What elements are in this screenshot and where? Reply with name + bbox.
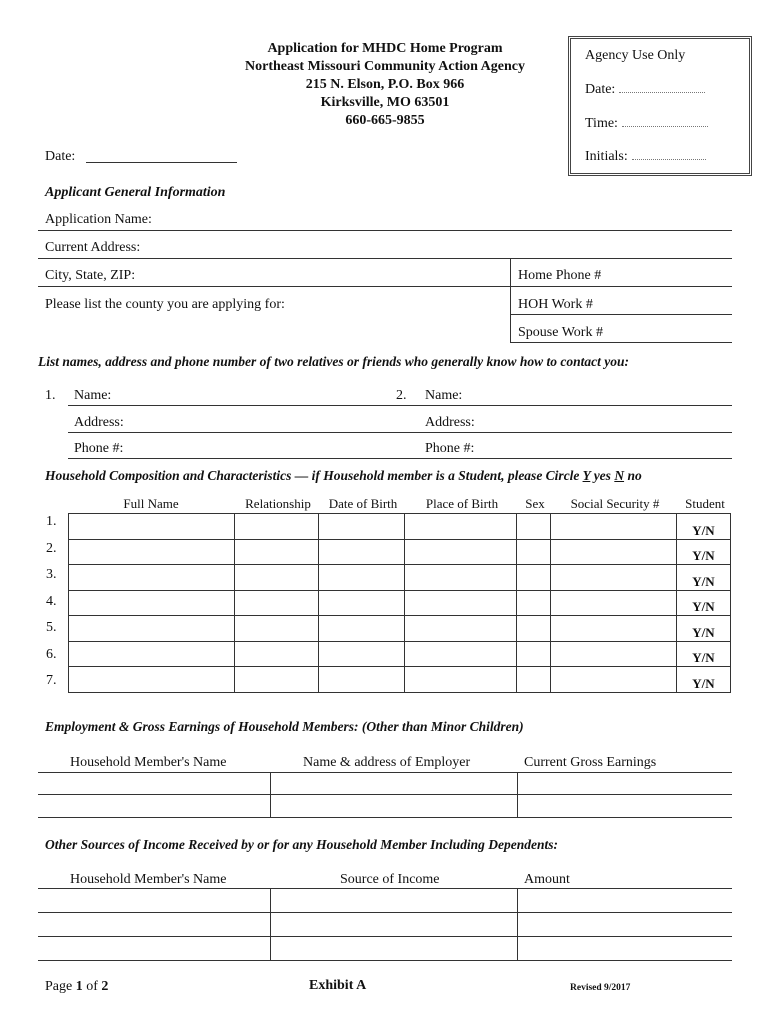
relationship-cell[interactable] (235, 590, 319, 616)
contacts-heading: List names, address and phone number of two relatives or friends who generally know how to contact you: (38, 354, 630, 369)
city-state-zip-label: City, State, ZIP: (45, 268, 136, 283)
other-income-col-name: Household Member's Name (70, 872, 227, 887)
hoh-work-field[interactable] (510, 314, 732, 315)
place-of-birth-cell[interactable] (405, 565, 517, 591)
sex-cell[interactable] (517, 514, 551, 540)
date-of-birth-cell[interactable] (319, 641, 405, 667)
other-income-row-line[interactable] (38, 912, 732, 913)
page-indicator (45, 979, 108, 995)
household-table (68, 513, 731, 693)
row-number: 6. (46, 647, 57, 662)
employment-col-employer: Name & address of Employer (303, 755, 471, 770)
full-name-cell[interactable] (69, 616, 235, 642)
place-of-birth-cell[interactable] (405, 539, 517, 565)
place-of-birth-cell[interactable] (405, 641, 517, 667)
exhibit-label: Exhibit A (309, 978, 367, 993)
household-row (69, 641, 731, 667)
household-row (69, 539, 731, 565)
place-of-birth-cell[interactable] (405, 616, 517, 642)
form-header (150, 40, 620, 130)
relationship-cell[interactable] (235, 667, 319, 693)
spouse-work-field[interactable] (510, 342, 732, 343)
contact-phone-line[interactable] (68, 458, 732, 459)
col-relationship: Relationship (245, 496, 311, 511)
agency-use-box (568, 36, 752, 176)
hoh-work-label: HOH Work # (518, 297, 593, 312)
household-heading-y: Y (582, 468, 591, 483)
employment-row-line[interactable] (38, 794, 732, 795)
row-number: 4. (46, 594, 57, 609)
date-of-birth-cell[interactable] (319, 514, 405, 540)
household-row (69, 667, 731, 693)
relationship-cell[interactable] (235, 565, 319, 591)
page-of: of (82, 979, 102, 994)
agency-title: Agency Use Only (585, 48, 686, 63)
student-cell[interactable]: Y/N (677, 565, 731, 591)
contact1-phone-label: Phone #: (74, 441, 124, 456)
agency-date-row (585, 82, 705, 98)
current-address-field[interactable] (38, 258, 732, 259)
household-row (69, 565, 731, 591)
sex-cell[interactable] (517, 565, 551, 591)
full-name-cell[interactable] (69, 565, 235, 591)
application-name-label: Application Name: (45, 212, 152, 227)
page-number: 1 (75, 979, 83, 994)
relationship-cell[interactable] (235, 641, 319, 667)
revised-label: Revised 9/2017 (570, 983, 631, 993)
header-city: Kirksville, MO 63501 (320, 95, 450, 110)
household-heading-n: N (614, 468, 625, 483)
student-cell[interactable]: Y/N (677, 539, 731, 565)
contact2-phone-label: Phone #: (425, 441, 475, 456)
household-row (69, 514, 731, 540)
city-state-zip-field[interactable] (38, 286, 732, 287)
student-cell[interactable]: Y/N (677, 590, 731, 616)
col-place-of-birth: Place of Birth (425, 496, 499, 511)
agency-time-field[interactable] (622, 126, 708, 127)
row-number: 2. (46, 541, 57, 556)
other-income-row-line[interactable] (38, 960, 732, 961)
employment-col-name: Household Member's Name (70, 755, 227, 770)
full-name-cell[interactable] (69, 514, 235, 540)
social-security-cell[interactable] (551, 539, 677, 565)
sex-cell[interactable] (517, 590, 551, 616)
contact-address-line[interactable] (68, 432, 732, 433)
col-student: Student (685, 496, 725, 511)
other-income-heading: Other Sources of Income Received by or for any Household Member Including Dependents: (45, 837, 558, 852)
date-of-birth-cell[interactable] (319, 565, 405, 591)
date-label: Date: (45, 149, 76, 164)
county-label: Please list the county you are applying for: (45, 297, 285, 312)
header-title: Application for MHDC Home Program (267, 41, 503, 56)
other-income-col-amount: Amount (524, 872, 570, 887)
agency-time-label: Time: (585, 116, 618, 131)
col-date-of-birth: Date of Birth (328, 496, 398, 511)
social-security-cell[interactable] (551, 565, 677, 591)
relationship-cell[interactable] (235, 616, 319, 642)
contact2-number: 2. (396, 388, 407, 403)
row-number: 5. (46, 620, 57, 635)
other-income-divider (517, 888, 518, 960)
employment-header-line (38, 772, 732, 773)
student-cell[interactable]: Y/N (677, 641, 731, 667)
other-income-header-line (38, 888, 732, 889)
employment-heading: Employment & Gross Earnings of Household Members: (Other than Minor Children) (45, 719, 524, 734)
date-of-birth-cell[interactable] (319, 616, 405, 642)
phone-column-divider (510, 258, 511, 342)
contact1-name-label: Name: (74, 388, 112, 403)
contact2-name-label: Name: (425, 388, 463, 403)
header-street: 215 N. Elson, P.O. Box 966 (305, 77, 465, 92)
header-phone: 660-665-9855 (345, 113, 425, 128)
row-number: 7. (46, 673, 57, 688)
household-heading-no: no (624, 468, 642, 483)
household-row (69, 616, 731, 642)
full-name-cell[interactable] (69, 539, 235, 565)
agency-initials-label: Initials: (585, 149, 628, 164)
sex-cell[interactable] (517, 616, 551, 642)
social-security-cell[interactable] (551, 514, 677, 540)
place-of-birth-cell[interactable] (405, 514, 517, 540)
date-of-birth-cell[interactable] (319, 667, 405, 693)
other-income-divider (270, 888, 271, 960)
full-name-cell[interactable] (69, 590, 235, 616)
row-number: 3. (46, 567, 57, 582)
agency-time-row (585, 116, 708, 132)
household-heading-text: Household Composition and Characteristics — if Household member is a Student, please Circle (45, 468, 583, 483)
date-field[interactable] (86, 162, 237, 163)
relationship-cell[interactable] (235, 514, 319, 540)
agency-date-field[interactable] (619, 92, 705, 93)
student-cell[interactable]: Y/N (677, 667, 731, 693)
agency-initials-row (585, 149, 706, 165)
page-prefix: Page (45, 979, 76, 994)
employment-divider (270, 772, 271, 817)
spouse-work-label: Spouse Work # (518, 325, 603, 340)
full-name-cell[interactable] (69, 641, 235, 667)
place-of-birth-cell[interactable] (405, 667, 517, 693)
home-phone-label: Home Phone # (518, 268, 602, 283)
other-income-col-source: Source of Income (340, 872, 440, 887)
col-social-security: Social Security # (570, 496, 660, 511)
contact1-address-label: Address: (74, 415, 124, 430)
place-of-birth-cell[interactable] (405, 590, 517, 616)
row-number: 1. (46, 514, 57, 529)
student-cell[interactable]: Y/N (677, 514, 731, 540)
relationship-cell[interactable] (235, 539, 319, 565)
agency-initials-field[interactable] (632, 159, 706, 160)
social-security-cell[interactable] (551, 641, 677, 667)
general-heading: Applicant General Information (45, 185, 226, 200)
social-security-cell[interactable] (551, 667, 677, 693)
col-sex: Sex (525, 496, 545, 511)
contact-name-line[interactable] (68, 405, 732, 406)
contact1-number: 1. (45, 388, 56, 403)
header-agency: Northeast Missouri Community Action Agency (245, 59, 525, 74)
date-of-birth-cell[interactable] (319, 590, 405, 616)
date-of-birth-cell[interactable] (319, 539, 405, 565)
other-income-row-line[interactable] (38, 936, 732, 937)
current-address-label: Current Address: (45, 240, 141, 255)
full-name-cell[interactable] (69, 667, 235, 693)
employment-divider (517, 772, 518, 817)
sex-cell[interactable] (517, 667, 551, 693)
sex-cell[interactable] (517, 641, 551, 667)
contact2-address-label: Address: (425, 415, 475, 430)
social-security-cell[interactable] (551, 616, 677, 642)
student-cell[interactable]: Y/N (677, 616, 731, 642)
application-name-field[interactable] (38, 230, 732, 231)
household-heading-yes: yes (590, 468, 615, 483)
sex-cell[interactable] (517, 539, 551, 565)
employment-row-line[interactable] (38, 817, 732, 818)
col-full-name: Full Name (123, 496, 179, 511)
social-security-cell[interactable] (551, 590, 677, 616)
agency-date-label: Date: (585, 82, 616, 97)
page-total: 2 (101, 979, 109, 994)
household-row (69, 590, 731, 616)
employment-col-earnings: Current Gross Earnings (524, 755, 657, 770)
household-heading (45, 468, 642, 484)
